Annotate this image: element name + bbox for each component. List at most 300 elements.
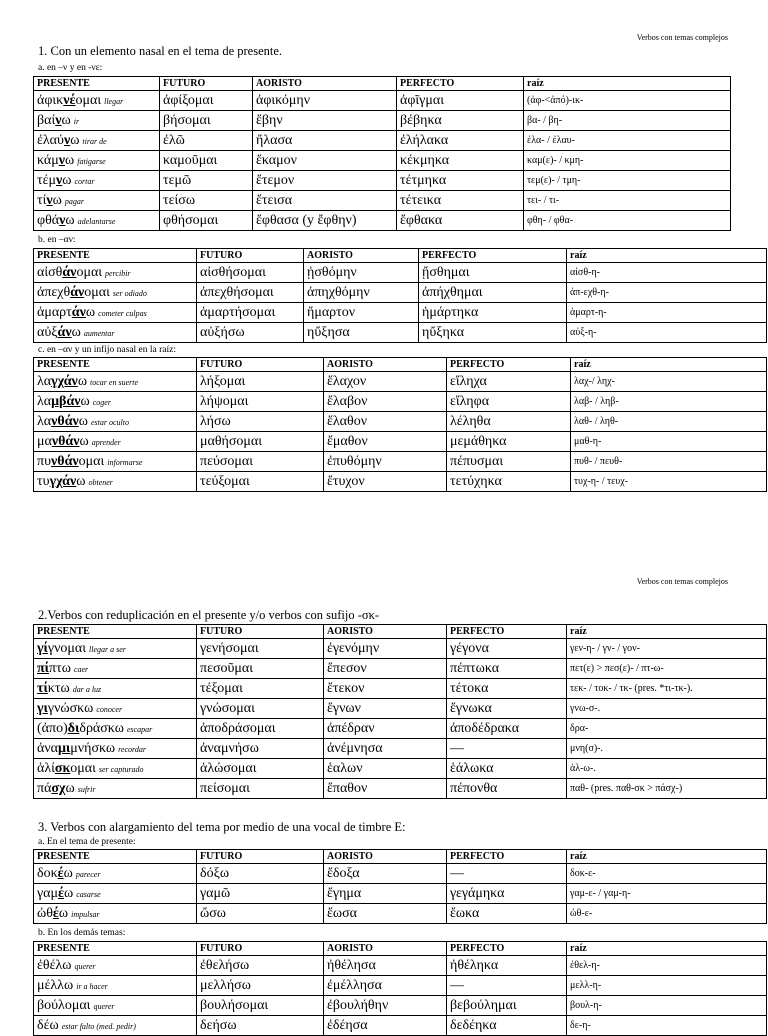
aoristo-cell: ἔλαχον [324,372,447,392]
table-row [34,452,767,472]
presente-marker: μι [58,740,71,756]
presente-cell [34,283,197,303]
futuro-cell: δόξω [197,864,324,884]
column-header: PERFECTO [419,249,567,263]
raiz-cell: γνω-σ-. [567,699,767,719]
column-header: PERFECTO [447,850,567,864]
presente-marker: ν [59,212,66,228]
futuro-cell: δεήσω [197,1016,324,1036]
presente-stem: ἁλί [37,760,55,776]
perfecto-cell: ηὔξηκα [419,323,567,343]
raiz-cell: δρα- [567,719,767,739]
futuro-cell: γενήσομαι [197,639,324,659]
perfecto-cell: — [447,976,567,996]
table-row [34,303,767,323]
column-header: raíz [571,358,767,372]
perfecto-cell: ἠθέληκα [447,956,567,976]
perfecto-cell: τέτμηκα [397,171,524,191]
presente-marker: γί [37,640,48,656]
presente-stem: δοκ [37,865,58,881]
presente-ending: ομαι [76,264,103,280]
presente-cell [34,171,160,191]
column-header: PRESENTE [34,625,197,639]
column-header: AORISTO [304,249,419,263]
futuro-cell: ἐθελήσω [197,956,324,976]
raiz-cell: μελλ-η- [567,976,767,996]
header-row [34,850,767,864]
gloss: querer [74,961,96,971]
presente-marker: νθάν [51,413,79,429]
perfecto-cell: ἡμάρτηκα [419,303,567,323]
verb-table-2 [33,624,767,799]
futuro-cell: γνώσομαι [197,699,324,719]
column-header: PERFECTO [447,358,571,372]
raiz-cell: ἁλ-ω-. [567,759,767,779]
gloss: tocar en suerte [90,377,139,387]
column-header: AORISTO [253,77,397,91]
gloss: caer [73,664,89,674]
gloss: pagar [64,196,85,206]
presente-cell [34,111,160,131]
aoristo-cell: ἔλαθον [324,412,447,432]
aoristo-cell: ἔγνων [324,699,447,719]
aoristo-cell: ἤλασα [253,131,397,151]
presente-stem: ἀπεχθ [37,284,71,300]
raiz-cell: παθ- (pres. παθ-σκ > πάσχ-) [567,779,767,799]
table-row [34,412,767,432]
column-header: FUTURO [160,77,253,91]
presente-stem: κάμ [37,152,59,168]
raiz-cell: ὠθ-ε- [567,904,767,924]
column-header: PRESENTE [34,77,160,91]
presente-marker: νέ [63,92,76,108]
gloss: percibir [105,268,131,278]
presente-stem: πυ [37,453,51,469]
gloss: ir a hacer [76,981,108,991]
gloss: ser odiado [112,288,147,298]
gloss: querer [93,1001,115,1011]
section-3a-label: a. En el tema de presente: [38,837,136,847]
perfecto-cell: γεγάμηκα [447,884,567,904]
futuro-cell: αἰσθήσομαι [197,263,304,283]
raiz-cell: (ἀφ-<ἀπό)-ικ- [524,91,731,111]
raiz-cell: αἰσθ-η- [567,263,767,283]
presente-stem: τί [37,192,47,208]
running-header-2: Verbos con temas complejos [636,577,728,586]
perfecto-cell: ἀπήχθημαι [419,283,567,303]
presente-ending: ω [63,865,73,881]
presente-stem: δέω [37,1017,59,1033]
futuro-cell: τεύξομαι [197,472,324,492]
raiz-cell: βα- / βη- [524,111,731,131]
gloss: llegar [104,96,124,106]
presente-ending: ω [52,192,62,208]
aoristo-cell: ἀπηχθόμην [304,283,419,303]
futuro-cell: ἁλώσομαι [197,759,324,779]
gloss: informarse [107,457,143,467]
raiz-cell: καμ(ε)- / κμη- [524,151,731,171]
gloss: recordar [118,744,146,754]
presente-ending: δράσκω [79,720,124,736]
raiz-cell: λαβ- / ληβ- [571,392,767,412]
raiz-cell: ἐλα- / ἐλαυ- [524,131,731,151]
raiz-cell: δοκ-ε- [567,864,767,884]
table-row [34,904,767,924]
gloss: estar oculto [90,417,129,427]
gloss: estar falto (med. pedir) [61,1021,136,1031]
raiz-cell: γεν-η- / γν- / γον- [567,639,767,659]
gloss: impulsar [71,909,100,919]
perfecto-cell: τέτεικα [397,191,524,211]
aoristo-cell: ἔτεισα [253,191,397,211]
perfecto-cell: ἐλήλακα [397,131,524,151]
presente-marker: πί [37,660,50,676]
table-row [34,759,767,779]
column-header: raíz [567,249,767,263]
table-row [34,151,731,171]
column-header: AORISTO [324,625,447,639]
presente-stem: μα [37,433,52,449]
gloss: adelantarse [77,216,116,226]
perfecto-cell: ἔωκα [447,904,567,924]
section-3-title: 3. Verbos con alargamiento del tema por medio de una vocal de timbre E: [38,820,406,834]
presente-marker: σκ [54,760,71,776]
column-header: PRESENTE [34,358,197,372]
aoristo-cell: ἑαλων [324,759,447,779]
futuro-cell: βουλήσομαι [197,996,324,1016]
aoristo-cell: ἐμέλλησα [324,976,447,996]
futuro-cell: λήψομαι [197,392,324,412]
presente-marker: μβάν [51,393,81,409]
raiz-cell: μνη(σ)-. [567,739,767,759]
futuro-cell: ἀναμνήσω [197,739,324,759]
table-row [34,659,767,679]
gloss: dar a luz [72,684,102,694]
aoristo-cell: ἔτεμον [253,171,397,191]
perfecto-cell: βέβηκα [397,111,524,131]
presente-cell [34,1016,197,1036]
gloss: tirar de [82,136,107,146]
perfecto-cell: πέπονθα [447,779,567,799]
aoristo-cell: ἀφικόμην [253,91,397,111]
presente-cell [34,432,197,452]
gloss: cortar [74,176,95,186]
perfecto-cell: ἔγνωκα [447,699,567,719]
table-row [34,779,767,799]
raiz-cell: δε-η- [567,1016,767,1036]
aoristo-cell: ἔπαθον [324,779,447,799]
presente-stem: ἁμαρτ [37,304,72,320]
gloss: sufrir [77,784,96,794]
presente-stem: ἐλαύ [37,132,64,148]
column-header: FUTURO [197,625,324,639]
futuro-cell: τείσω [160,191,253,211]
column-header: raíz [567,850,767,864]
raiz-cell: μαθ-η- [571,432,767,452]
column-header: PRESENTE [34,942,197,956]
table-row [34,472,767,492]
table-row [34,976,767,996]
table-row [34,432,767,452]
presente-marker: άν [57,324,72,340]
verb-table-1b [33,248,767,343]
perfecto-cell: ἑάλωκα [447,759,567,779]
presente-marker: δι [67,720,80,736]
raiz-cell: τεκ- / τοκ- / τκ- (pres. *τι-τκ-). [567,679,767,699]
presente-cell [34,659,197,679]
perfecto-cell: τετύχηκα [447,472,571,492]
presente-ending: μνήσκω [70,740,116,756]
presente-ending: ω [76,473,86,489]
perfecto-cell: ἀποδέδρακα [447,719,567,739]
presente-cell [34,779,197,799]
gloss: casarse [76,889,101,899]
aoristo-cell: ἐδέησα [324,1016,447,1036]
presente-marker: ν [63,132,71,148]
presente-stem: λα [37,373,52,389]
presente-cell [34,699,197,719]
futuro-cell: τέξομαι [197,679,324,699]
futuro-cell: τεμῶ [160,171,253,191]
verb-table-3a [33,849,767,924]
gloss: cometer culpas [98,308,147,318]
aoristo-cell: ἔγημα [324,884,447,904]
perfecto-cell: μεμάθηκα [447,432,571,452]
table-row [34,211,731,231]
presente-marker: ν [46,192,53,208]
gloss: ser capturado [98,764,144,774]
section-1-title: 1. Con un elemento nasal en el tema de presente. [38,44,283,58]
perfecto-cell: ᾔσθημαι [419,263,567,283]
aoristo-cell: ἐγενόμην [324,639,447,659]
presente-stem: τέμ [37,172,57,188]
column-header: PERFECTO [447,942,567,956]
section-3b-label: b. En los demás temas: [38,928,126,938]
presente-stem: αἰσθ [37,264,63,280]
presente-stem: φθά [37,212,60,228]
aoristo-cell: ηὔξησα [304,323,419,343]
raiz-cell: πυθ- / πευθ- [571,452,767,472]
presente-stem: λα [37,413,52,429]
futuro-cell: ἀποδράσομαι [197,719,324,739]
column-header: PRESENTE [34,850,197,864]
presente-marker: ν [55,112,62,128]
column-header: FUTURO [197,249,304,263]
presente-cell [34,679,197,699]
perfecto-cell: πέπυσμαι [447,452,571,472]
verb-table-3b [33,941,767,1036]
column-header: FUTURO [197,358,324,372]
presente-cell [34,956,197,976]
futuro-cell: ὤσω [197,904,324,924]
presente-stem: βαί [37,112,56,128]
raiz-cell: αὐξ-η- [567,323,767,343]
aoristo-cell: ἠθέλησα [324,956,447,976]
header-row [34,249,767,263]
table-row [34,283,767,303]
presente-marker: τί [37,680,48,696]
aoristo-cell: ἔωσα [324,904,447,924]
presente-ending: ω [78,413,88,429]
perfecto-cell: πέπτωκα [447,659,567,679]
aoristo-cell: ἔδοξα [324,864,447,884]
section-1a-label: a. en –ν y en -νε: [38,63,103,73]
table-row [34,1016,767,1036]
presente-stem: ἀνα [37,740,58,756]
presente-marker: έ [52,905,59,921]
futuro-cell: ἀφίξομαι [160,91,253,111]
futuro-cell: αὐξήσω [197,323,304,343]
perfecto-cell: λέληθα [447,412,571,432]
presente-marker: σχ [51,780,66,796]
perfecto-cell: κέκμηκα [397,151,524,171]
table-row [34,639,767,659]
gloss: coger [92,397,111,407]
column-header: raíz [524,77,731,91]
perfecto-cell: ἔφθακα [397,211,524,231]
table-row [34,679,767,699]
presente-cell [34,719,197,739]
raiz-cell: γαμ-ε- / γαμ-η- [567,884,767,904]
raiz-cell: τυχ-η- / τευχ- [571,472,767,492]
presente-ending: ω [79,433,89,449]
aoristo-cell: ἔπεσον [324,659,447,679]
presente-cell [34,639,197,659]
presente-stem: ἐθέλω [37,957,72,973]
table-row [34,372,767,392]
section-2-title: 2.Verbos con reduplicación en el presente y/o verbos con sufijo -σκ- [38,608,380,622]
gloss: llegar a ser [89,644,126,654]
presente-marker: άν [71,304,86,320]
perfecto-cell: γέγονα [447,639,567,659]
presente-ending: ω [65,780,75,796]
presente-ending: ομαι [78,453,105,469]
futuro-cell: ἐλῶ [160,131,253,151]
perfecto-cell: εἴληχα [447,372,571,392]
presente-ending: κτω [47,680,70,696]
raiz-cell: ἁμαρτ-η- [567,303,767,323]
presente-marker: άν [62,264,77,280]
perfecto-cell: εἴληφα [447,392,571,412]
presente-marker: γχάν [49,473,77,489]
presente-ending: ω [58,905,69,921]
presente-marker: νθάν [51,453,79,469]
aoristo-cell: ἔβην [253,111,397,131]
presente-cell [34,472,197,492]
aoristo-cell: ἥμαρτον [304,303,419,323]
presente-cell [34,372,197,392]
presente-marker: άν [70,284,85,300]
header-row [34,625,767,639]
section-1b-label: b. en –αν: [38,235,76,245]
table-row [34,699,767,719]
presente-cell [34,91,160,111]
presente-stem: βούλομαι [37,997,91,1013]
aoristo-cell: ἐπυθόμην [324,452,447,472]
presente-ending: ομαι [75,92,102,108]
column-header: raíz [567,942,767,956]
table-row [34,91,731,111]
raiz-cell: τει- / τι- [524,191,731,211]
presente-ending: ω [65,152,75,168]
presente-cell [34,412,197,432]
presente-ending: πτω [49,660,71,676]
table-row [34,739,767,759]
futuro-cell: πεσοῦμαι [197,659,324,679]
column-header: FUTURO [197,942,324,956]
header-row [34,77,731,91]
presente-cell [34,303,197,323]
gloss: aumentar [83,328,115,338]
presente-marker: γχάν [51,373,78,389]
presente-cell [34,864,197,884]
section-1c-label: c. en –αν y un infijo nasal en la raíz: [38,345,177,355]
presente-cell [34,263,197,283]
gloss: parecer [75,869,101,879]
table-row [34,864,767,884]
perfecto-cell: — [447,739,567,759]
presente-stem: λα [37,393,52,409]
raiz-cell: ἐθελ-η- [567,956,767,976]
futuro-cell: ἁμαρτήσομαι [197,303,304,323]
raiz-cell: βουλ-η- [567,996,767,1016]
header-row [34,942,767,956]
presente-ending: ω [80,393,90,409]
table-row [34,171,731,191]
column-header: FUTURO [197,850,324,864]
presente-marker: έ [57,865,64,881]
aoristo-cell: ᾐσθόμην [304,263,419,283]
gloss: obtener [88,477,113,487]
column-header: PRESENTE [34,249,197,263]
presente-stem: (ἀπο) [37,720,68,736]
presente-ending: ω [77,373,88,389]
presente-ending: ομαι [84,284,110,300]
gloss: ir [73,116,80,126]
presente-ending: ω [70,132,80,148]
presente-cell [34,996,197,1016]
futuro-cell: πεύσομαι [197,452,324,472]
perfecto-cell: βεβούλημαι [447,996,567,1016]
aoristo-cell: ἀνέμνησα [324,739,447,759]
presente-cell [34,759,197,779]
header-row [34,358,767,372]
futuro-cell: πείσομαι [197,779,324,799]
table-row [34,719,767,739]
perfecto-cell: — [447,864,567,884]
verb-table-1c [33,357,767,492]
running-header: Verbos con temas complejos [636,33,728,42]
presente-stem: πά [37,780,52,796]
raiz-cell: λαχ-/ ληχ- [571,372,767,392]
presente-marker: ν [56,172,63,188]
presente-stem: τυ [37,473,50,489]
presente-cell [34,151,160,171]
aoristo-cell: ἐβουλήθην [324,996,447,1016]
presente-ending: ω [62,172,72,188]
presente-stem: μέλλω [37,977,74,993]
presente-marker: έ [58,885,65,901]
table-row [34,191,731,211]
presente-stem: αὐξ [37,324,58,340]
table-row [34,111,731,131]
aoristo-cell: ἔτεκον [324,679,447,699]
presente-stem: ὠθ [37,905,53,921]
table-row [34,323,767,343]
raiz-cell: ἀπ-εχθ-η- [567,283,767,303]
presente-stem: ἀφικ [37,92,64,108]
futuro-cell: ἀπεχθήσομαι [197,283,304,303]
